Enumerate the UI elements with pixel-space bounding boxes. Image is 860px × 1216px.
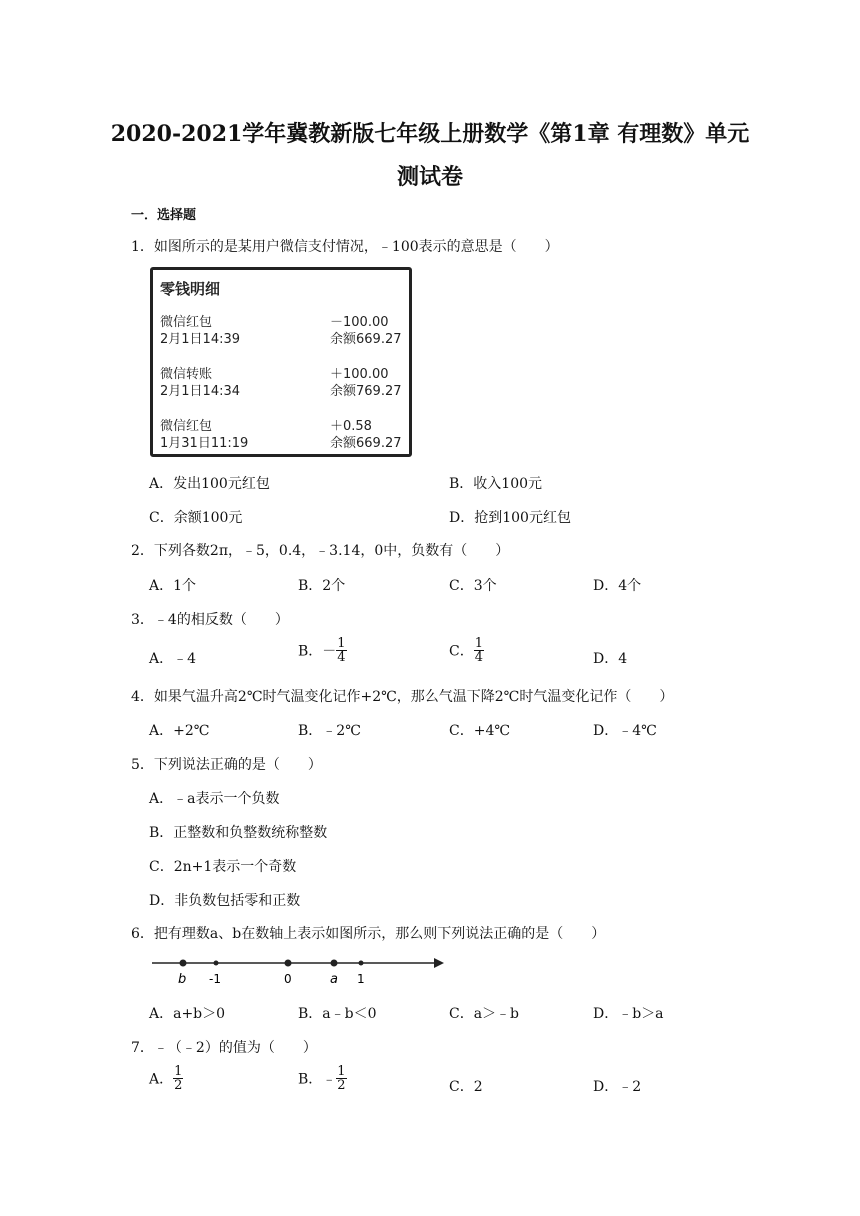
question-6-stem: 6．把有理数a、b在数轴上表示如图所示，那么则下列说法正确的是（ ） (131, 926, 606, 942)
fraction-numerator: 1 (337, 1064, 346, 1079)
q4-option-d: D．﹣4℃ (593, 723, 657, 739)
label-a: a (330, 972, 338, 987)
wallet-entry-name: 微信红包 (160, 419, 213, 434)
q2-option-a: A．1个 (149, 578, 197, 594)
label-b: b (178, 972, 187, 987)
q4-option-a: A．+2℃ (149, 723, 210, 739)
wallet-entry-time: 2月1日14:39 (160, 332, 241, 347)
q3-option-b (298, 637, 347, 664)
q3-option-b-sign: － (322, 643, 337, 660)
q6-option-a: A．a+b＞0 (149, 1006, 226, 1022)
fraction-denominator: 4 (337, 650, 346, 665)
wallet-entry-amount: －100.00 (330, 315, 389, 330)
question-3-stem: 3．﹣4的相反数（ ） (131, 612, 289, 628)
fraction (173, 1065, 183, 1092)
page-title-line2: 测试卷 (396, 164, 463, 190)
wallet-entry-name: 微信转账 (160, 367, 213, 382)
q6-option-b: B．a﹣b＜0 (298, 1006, 377, 1022)
q6-option-d: D．﹣b＞a (593, 1006, 664, 1022)
q7-option-b (298, 1065, 347, 1092)
fraction-denominator: 4 (474, 650, 483, 665)
arrow-head-icon (434, 958, 444, 968)
q5-option-d: D．非负数包括零和正数 (149, 893, 301, 909)
wallet-entry-time: 2月1日14:34 (160, 384, 241, 399)
fraction (336, 1065, 346, 1092)
wallet-entry-balance: 余额769.27 (330, 384, 402, 399)
fraction-denominator: 2 (174, 1078, 183, 1093)
fraction-numerator: 1 (337, 636, 346, 651)
q3-option-c (449, 637, 484, 664)
question-4-stem: 4．如果气温升高2℃时气温变化记作+2℃，那么气温下降2℃时气温变化记作（ ） (131, 689, 674, 705)
wallet-screenshot (150, 267, 412, 457)
q1-option-d: D．抢到100元红包 (449, 510, 571, 526)
q2-option-b: B．2个 (298, 578, 346, 594)
tick-one (359, 961, 364, 966)
q5-option-a: A．﹣a表示一个负数 (149, 791, 280, 807)
section-heading: 一．选择题 (131, 208, 197, 223)
q2-option-d: D．4个 (593, 578, 642, 594)
point-a (331, 960, 338, 967)
wallet-heading: 零钱明细 (160, 280, 221, 298)
label-zero: 0 (284, 972, 292, 986)
q4-option-c: C．+4℃ (449, 723, 511, 739)
wallet-entry-amount: ＋0.58 (330, 419, 372, 434)
fraction-numerator: 1 (474, 636, 483, 651)
wallet-entry-name: 微信红包 (160, 315, 213, 330)
fraction (474, 637, 484, 664)
question-5-stem: 5．下列说法正确的是（ ） (131, 757, 322, 773)
label-minus-one: -1 (209, 972, 221, 986)
q1-option-a: A．发出100元红包 (149, 476, 270, 492)
question-2-stem: 2．下列各数2π，﹣5，0.4，﹣3.14，0中，负数有（ ） (131, 543, 510, 559)
q7-option-d: D．﹣2 (593, 1079, 642, 1095)
question-1-stem: 1．如图所示的是某用户微信支付情况，﹣100表示的意思是（ ） (131, 239, 559, 255)
q7-option-a (149, 1065, 183, 1092)
q7-option-c: C．2 (449, 1079, 483, 1095)
question-7-stem: 7．﹣（﹣2）的值为（ ） (131, 1040, 317, 1056)
q3-option-a: A．﹣4 (149, 651, 197, 667)
q5-option-c: C．2n+1表示一个奇数 (149, 859, 297, 875)
wallet-entry-time: 1月31日11:19 (160, 436, 249, 451)
wallet-entry-balance: 余额669.27 (330, 436, 402, 451)
q3-option-c-label: C． (449, 643, 474, 660)
label-one: 1 (357, 972, 365, 986)
tick-minus-one (214, 961, 219, 966)
fraction-denominator: 2 (337, 1078, 346, 1093)
q2-option-c: C．3个 (449, 578, 497, 594)
wallet-entry-balance: 余额669.27 (330, 332, 402, 347)
q7-option-a-label: A． (149, 1071, 174, 1088)
number-line-figure (150, 952, 450, 988)
q1-option-b: B．收入100元 (449, 476, 543, 492)
point-zero (285, 960, 292, 967)
q3-option-b-label: B． (298, 643, 323, 660)
q6-option-c: C．a＞﹣b (449, 1006, 520, 1022)
fraction-numerator: 1 (174, 1064, 183, 1079)
wallet-entry-amount: ＋100.00 (330, 367, 389, 382)
point-b (180, 960, 187, 967)
q5-option-b: B．正整数和负整数统称整数 (149, 825, 328, 841)
page-title: 2020-2021学年冀教新版七年级上册数学《第1章 有理数》单元 (110, 121, 750, 147)
q3-option-d: D．4 (593, 651, 628, 667)
q1-option-c: C．余额100元 (149, 510, 243, 526)
q4-option-b: B．﹣2℃ (298, 723, 361, 739)
q7-option-b-label: B．﹣ (298, 1071, 337, 1088)
fraction (336, 637, 346, 664)
